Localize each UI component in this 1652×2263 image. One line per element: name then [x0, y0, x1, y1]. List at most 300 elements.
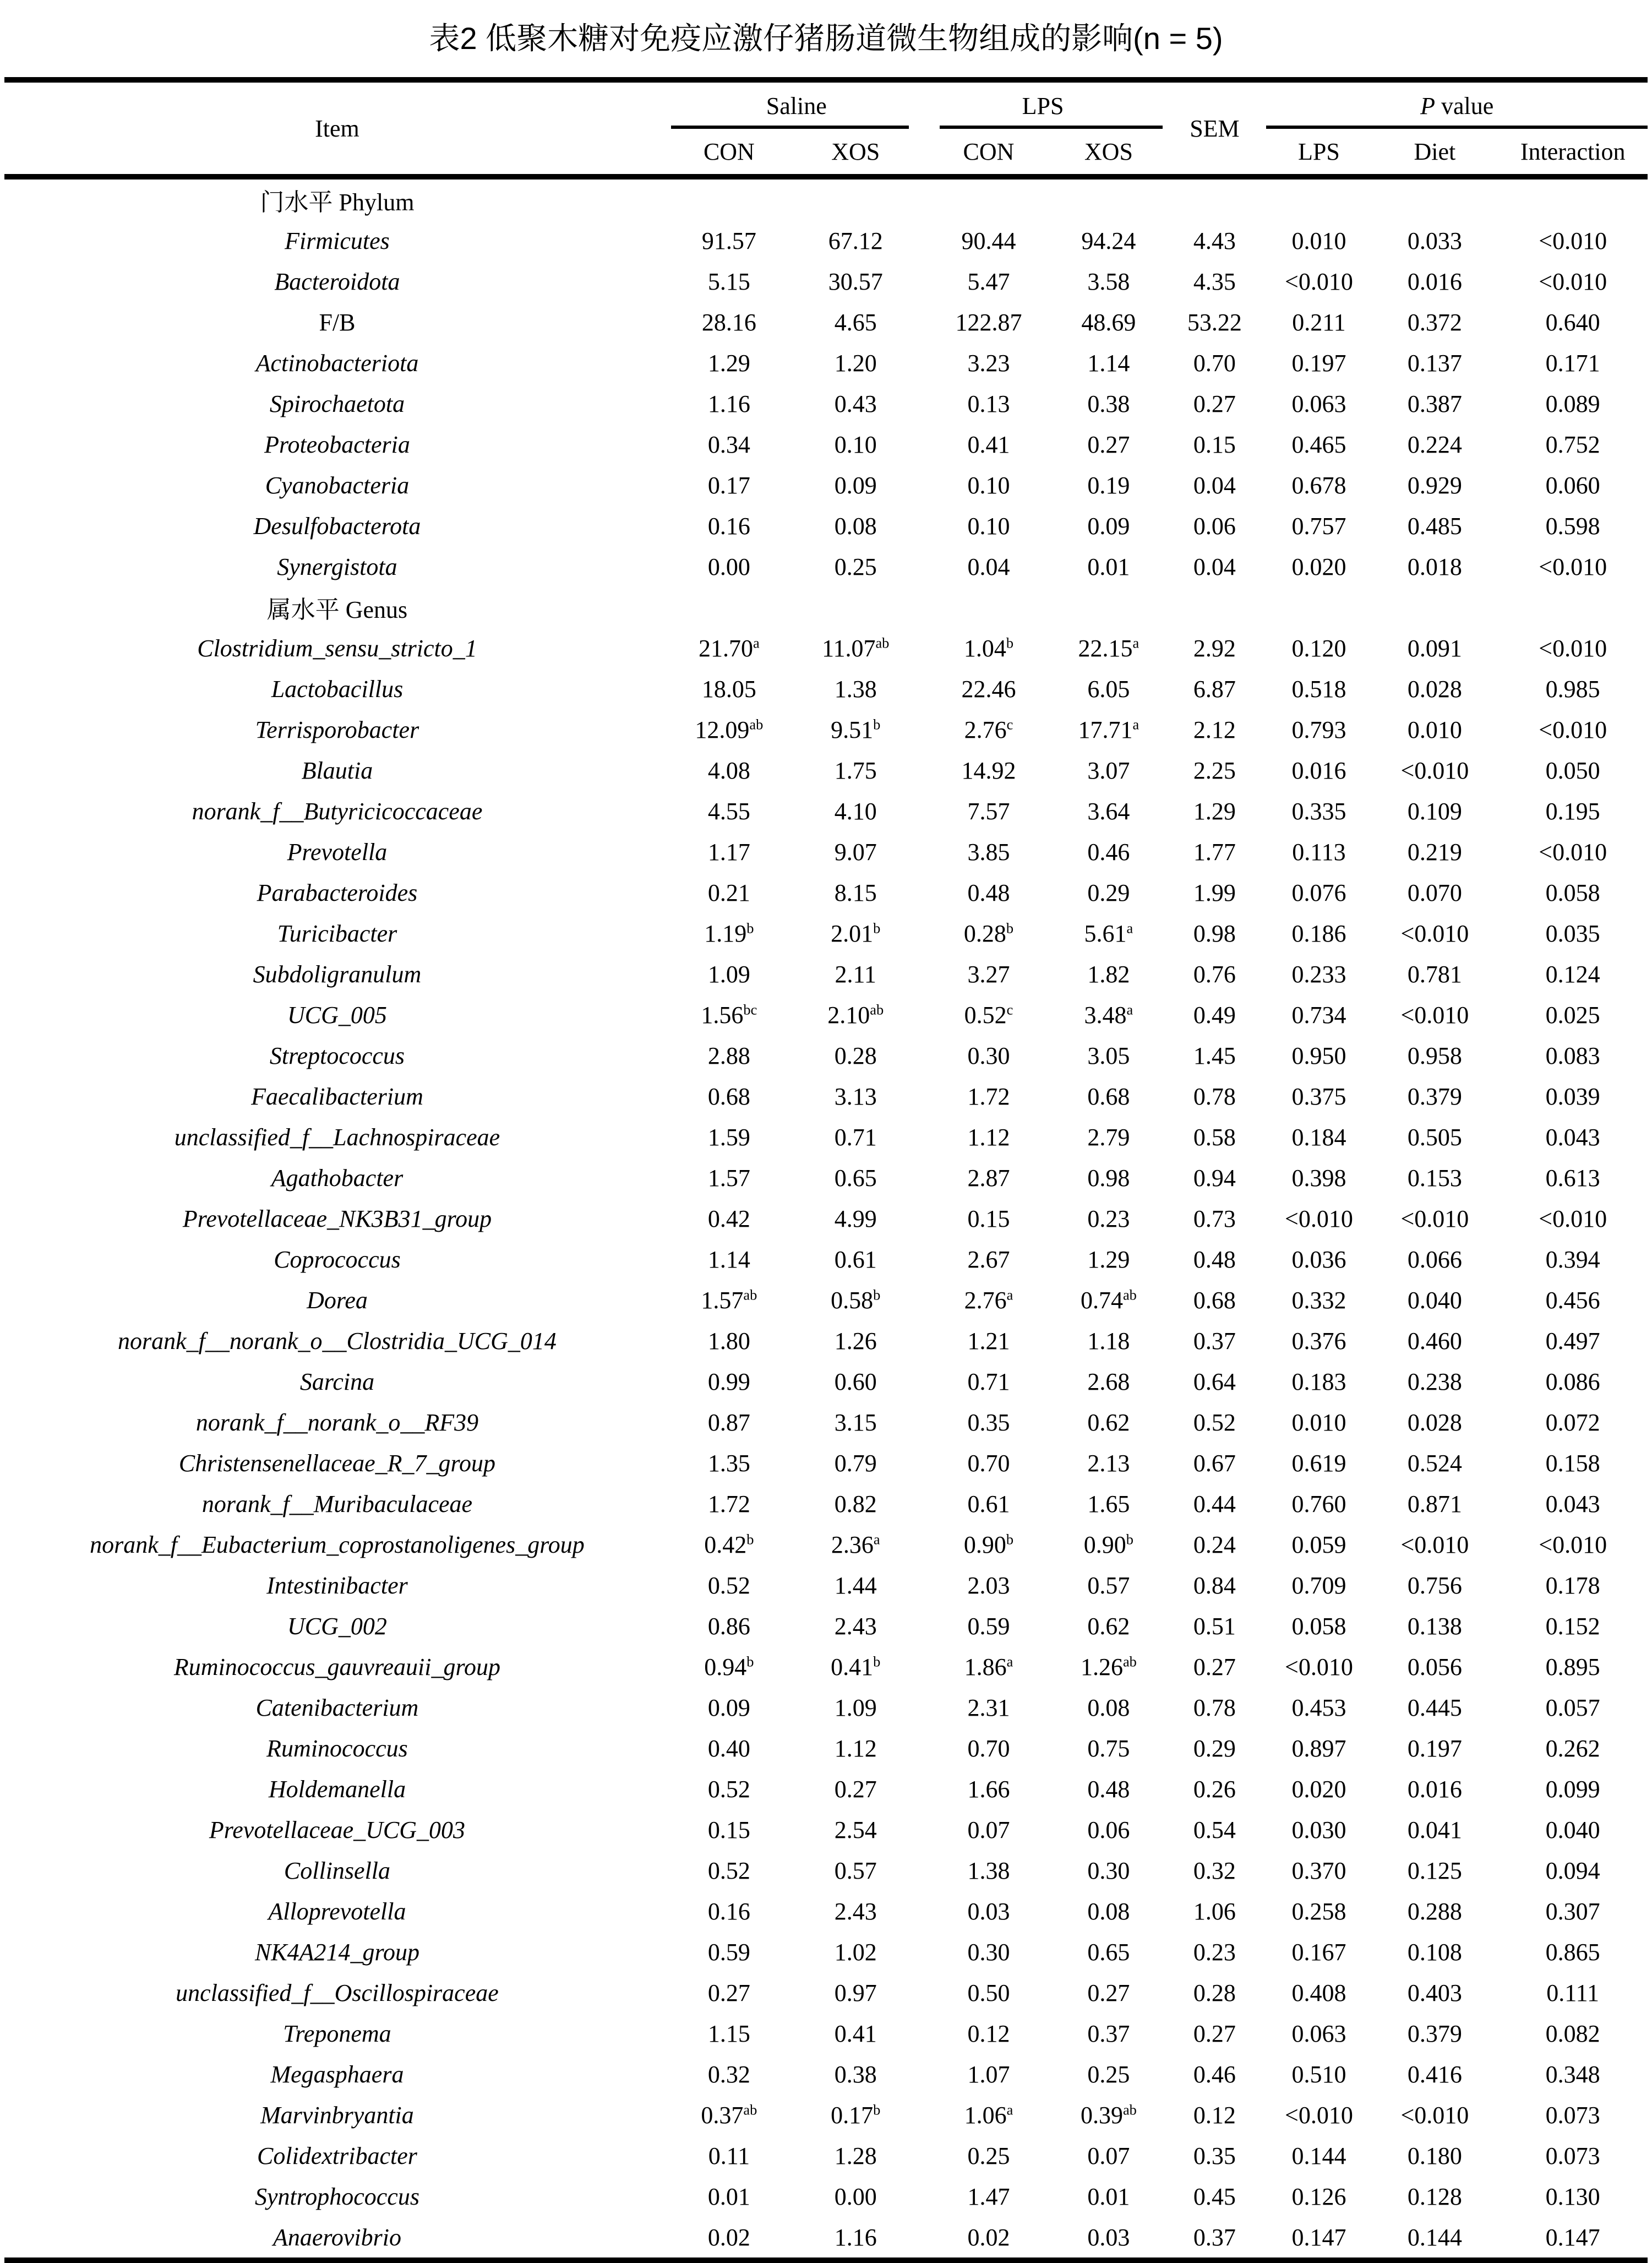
value-cell: 18.05	[701, 675, 756, 703]
value-cell: 0.010	[1407, 716, 1462, 743]
value-cell: 0.98	[1193, 920, 1236, 947]
table-row	[4, 2095, 1648, 2135]
value-cell: 1.29	[1193, 797, 1236, 825]
value-cell: 0.23	[1087, 1205, 1130, 1232]
value-cell: 0.57	[1087, 1571, 1130, 1599]
value-cell: 0.144	[1407, 2223, 1462, 2251]
value-cell: 0.01	[1087, 553, 1130, 580]
value-cell: 0.27	[1087, 1979, 1130, 2006]
value-cell: 0.09	[1087, 512, 1130, 540]
table-row	[4, 831, 1648, 872]
value-cell: 0.066	[1407, 1245, 1462, 1273]
value-cell: 48.69	[1081, 308, 1136, 336]
table-row	[4, 1198, 1648, 1239]
value-cell: 0.08	[1087, 1897, 1130, 1925]
value-cell: 0.78	[1193, 1694, 1236, 1721]
item-cell: Firmicutes	[285, 227, 390, 254]
header-row-groups	[4, 80, 1648, 129]
item-cell: Terrisporobacter	[255, 716, 419, 743]
table-row	[4, 220, 1648, 261]
value-cell: 0.19	[1087, 471, 1130, 499]
value-cell: 1.21	[967, 1327, 1010, 1354]
value-cell: 0.958	[1407, 1042, 1462, 1069]
item-cell: unclassified_f__Oscillospiraceae	[176, 1979, 499, 2006]
value-cell: 0.781	[1407, 960, 1462, 988]
item-cell: Intestinibacter	[266, 1571, 408, 1599]
table-row	[4, 383, 1648, 424]
table-row	[4, 1402, 1648, 1443]
value-cell: 0.238	[1407, 1368, 1462, 1395]
value-cell: 0.48	[967, 879, 1010, 906]
value-cell: 0.183	[1291, 1368, 1346, 1395]
value-cell: 0.15	[967, 1205, 1010, 1232]
value-cell: <0.010	[1285, 268, 1353, 295]
table-row	[4, 994, 1648, 1035]
value-cell: 1.16	[707, 390, 750, 417]
value-cell: 0.505	[1407, 1123, 1462, 1151]
value-cell: 0.90$^b$	[963, 1530, 1014, 1558]
value-cell: 1.35	[707, 1449, 750, 1477]
table-row	[4, 872, 1648, 913]
value-cell: 0.184	[1291, 1123, 1346, 1151]
value-cell: 0.072	[1545, 1408, 1600, 1436]
value-cell: 0.043	[1545, 1490, 1600, 1517]
table-row	[4, 1809, 1648, 1850]
value-cell: 0.00	[834, 2183, 877, 2210]
value-cell: 0.62	[1087, 1612, 1130, 1640]
value-cell: 4.99	[834, 1205, 877, 1232]
value-cell: 0.10	[967, 471, 1010, 499]
value-cell: 0.510	[1291, 2060, 1346, 2088]
col-group-saline	[670, 80, 923, 129]
value-cell: 0.30	[967, 1938, 1010, 1966]
value-cell: 0.124	[1545, 960, 1600, 988]
value-cell: 0.756	[1407, 1571, 1462, 1599]
col-header-item: Item	[315, 115, 359, 142]
value-cell: <0.010	[1400, 757, 1469, 784]
item-cell: norank_f__Muribaculaceae	[201, 1490, 473, 1517]
value-cell: 0.28	[1193, 1979, 1236, 2006]
value-cell: 0.258	[1291, 1897, 1346, 1925]
item-cell: Megasphaera	[270, 2060, 404, 2088]
value-cell: 4.08	[707, 757, 750, 784]
value-cell: <0.010	[1400, 1001, 1469, 1029]
value-cell	[923, 177, 1055, 220]
value-cell: 0.70	[967, 1449, 1010, 1477]
value-cell: 0.52	[707, 1857, 750, 1884]
value-cell: 5.47	[967, 268, 1010, 295]
value-cell: 0.040	[1407, 1286, 1462, 1314]
value-cell: 1.29	[707, 349, 750, 377]
table-row	[4, 342, 1648, 383]
value-cell: 2.54	[834, 1816, 877, 1843]
value-cell: 0.057	[1545, 1694, 1600, 1721]
value-cell: 4.35	[1193, 268, 1236, 295]
value-cell: 1.14	[1087, 349, 1130, 377]
value-cell: 0.372	[1407, 308, 1462, 336]
value-cell: 0.29	[1193, 1734, 1236, 1762]
section-label-cell: 门水平 Phylum	[260, 189, 415, 216]
table-row	[4, 424, 1648, 465]
value-cell: 0.59	[967, 1612, 1010, 1640]
item-cell: Anaerovibrio	[272, 2223, 401, 2251]
saline-group-label: Saline	[766, 92, 827, 119]
value-cell: 2.25	[1193, 757, 1236, 784]
value-cell: 0.865	[1545, 1938, 1600, 1966]
value-cell: 0.485	[1407, 512, 1462, 540]
table-row	[4, 1687, 1648, 1728]
value-cell: 0.75	[1087, 1734, 1130, 1762]
value-cell: 0.332	[1291, 1286, 1346, 1314]
value-cell: 1.72	[967, 1082, 1010, 1110]
value-cell: 1.26$^{ab}$	[1080, 1652, 1137, 1680]
value-cell: 0.32	[707, 2060, 750, 2088]
value-cell: 0.08	[834, 512, 877, 540]
item-cell: Sarcina	[299, 1368, 375, 1395]
value-cell: 0.041	[1407, 1816, 1462, 1843]
value-cell: 0.082	[1545, 2020, 1600, 2047]
value-cell: 1.66	[967, 1775, 1010, 1803]
value-cell: 0.076	[1291, 879, 1346, 906]
value-cell: 0.12	[967, 2020, 1010, 2047]
value-cell: 2.67	[967, 1245, 1010, 1273]
table-row	[4, 709, 1648, 750]
value-cell: 0.398	[1291, 1164, 1346, 1192]
value-cell: 0.86	[707, 1612, 750, 1640]
value-cell: 0.35	[1193, 2142, 1236, 2169]
value-cell: 0.016	[1407, 1775, 1462, 1803]
value-cell: 0.288	[1407, 1897, 1462, 1925]
value-cell: 0.28	[834, 1042, 877, 1069]
value-cell: 1.09	[834, 1694, 877, 1721]
value-cell: 0.27	[834, 1775, 877, 1803]
value-cell: 1.15	[707, 2020, 750, 2047]
value-cell: 22.15$^a$	[1078, 634, 1140, 662]
value-cell: 0.167	[1291, 1938, 1346, 1966]
value-cell: 0.52	[707, 1571, 750, 1599]
item-cell: Christensenellaceae_R_7_group	[178, 1449, 496, 1477]
value-cell: 1.47	[967, 2183, 1010, 2210]
value-cell: 0.083	[1545, 1042, 1600, 1069]
value-cell: <0.010	[1539, 838, 1607, 866]
item-cell: Desulfobacterota	[253, 512, 421, 540]
value-cell: 0.16	[707, 1897, 750, 1925]
item-cell: Treponema	[283, 2020, 391, 2047]
value-cell: 1.17	[707, 838, 750, 866]
value-cell: 0.09	[834, 471, 877, 499]
microbiota-table	[4, 77, 1648, 2263]
value-cell: 1.86$^a$	[964, 1652, 1013, 1680]
value-cell: 0.65	[1087, 1938, 1130, 1966]
value-cell: 0.871	[1407, 1490, 1462, 1517]
value-cell: 0.79	[834, 1449, 877, 1477]
value-cell: 0.29	[1087, 879, 1130, 906]
value-cell: 0.035	[1545, 920, 1600, 947]
value-cell: 0.043	[1545, 1123, 1600, 1151]
value-cell: 1.44	[834, 1571, 877, 1599]
value-cell: 0.70	[967, 1734, 1010, 1762]
value-cell: 0.48	[1087, 1775, 1130, 1803]
item-cell: Parabacteroides	[257, 879, 418, 906]
value-cell: 0.058	[1291, 1612, 1346, 1640]
value-cell: 0.46	[1087, 838, 1130, 866]
value-cell: 0.186	[1291, 920, 1346, 947]
value-cell: <0.010	[1539, 1205, 1607, 1232]
item-cell: Streptococcus	[269, 1042, 405, 1069]
value-cell: 0.335	[1291, 797, 1346, 825]
value-cell: 1.04$^b$	[963, 634, 1014, 662]
value-cell: 0.379	[1407, 1082, 1462, 1110]
value-cell: 3.58	[1087, 268, 1130, 295]
value-cell: 1.12	[834, 1734, 877, 1762]
value-cell: 0.58$^b$	[831, 1286, 881, 1314]
value-cell: 2.92	[1193, 634, 1236, 662]
value-cell: 0.348	[1545, 2060, 1600, 2088]
value-cell: 1.02	[834, 1938, 877, 1966]
value-cell: 1.14	[707, 1245, 750, 1273]
value-cell: 0.126	[1291, 2183, 1346, 2210]
value-cell: 2.12	[1193, 716, 1236, 743]
value-cell	[923, 587, 1055, 628]
value-cell: 0.94$^b$	[704, 1652, 754, 1680]
value-cell: 0.094	[1545, 1857, 1600, 1884]
col-header-lps-xos: XOS	[1084, 138, 1133, 165]
value-cell: 0.108	[1407, 1938, 1462, 1966]
table-row	[4, 1157, 1648, 1198]
value-cell: 0.033	[1407, 227, 1462, 254]
value-cell	[1266, 177, 1371, 220]
item-cell: Catenibacterium	[255, 1694, 419, 1721]
value-cell	[788, 587, 923, 628]
value-cell: 3.13	[834, 1082, 877, 1110]
table-row	[4, 1769, 1648, 1809]
value-cell: 0.897	[1291, 1734, 1346, 1762]
value-cell: 0.71	[967, 1368, 1010, 1395]
value-cell: 0.98	[1087, 1164, 1130, 1192]
table-body	[4, 177, 1648, 2261]
value-cell: 0.598	[1545, 512, 1600, 540]
table-row	[4, 1076, 1648, 1117]
value-cell: 0.44	[1193, 1490, 1236, 1517]
value-cell: 0.950	[1291, 1042, 1346, 1069]
value-cell: 0.147	[1545, 2223, 1600, 2251]
value-cell: 2.01$^b$	[831, 919, 881, 947]
item-cell: norank_f__Eubacterium_coprostanoligenes_group	[90, 1531, 585, 1558]
value-cell: 2.36$^a$	[831, 1530, 880, 1558]
value-cell: 0.153	[1407, 1164, 1462, 1192]
col-header-saline-con: CON	[703, 138, 755, 165]
table-row	[4, 913, 1648, 954]
value-cell	[1163, 177, 1266, 220]
value-cell: 0.793	[1291, 716, 1346, 743]
value-cell: 2.68	[1087, 1368, 1130, 1395]
section-row	[4, 177, 1648, 220]
value-cell: 94.24	[1081, 227, 1136, 254]
value-cell: 0.760	[1291, 1490, 1346, 1517]
value-cell: 0.640	[1545, 308, 1600, 336]
value-cell: 0.028	[1407, 1408, 1462, 1436]
value-cell: 0.87	[707, 1408, 750, 1436]
value-cell: 0.02	[967, 2223, 1010, 2251]
value-cell: 0.30	[1087, 1857, 1130, 1884]
value-cell: 0.147	[1291, 2223, 1346, 2251]
table-row	[4, 1565, 1648, 1606]
value-cell: 0.07	[1087, 2142, 1130, 2169]
value-cell: 0.59	[707, 1938, 750, 1966]
value-cell: 0.35	[967, 1408, 1010, 1436]
value-cell: 91.57	[701, 227, 756, 254]
value-cell: 4.10	[834, 797, 877, 825]
value-cell: 2.76$^a$	[964, 1286, 1013, 1314]
value-cell: <0.010	[1285, 1205, 1353, 1232]
value-cell: 0.65	[834, 1164, 877, 1192]
value-cell: 0.219	[1407, 838, 1462, 866]
table-row	[4, 2217, 1648, 2261]
value-cell: <0.010	[1400, 2101, 1469, 2129]
value-cell: 0.62	[1087, 1408, 1130, 1436]
value-cell: 0.010	[1291, 1408, 1346, 1436]
item-cell: Turicibacter	[277, 920, 397, 947]
value-cell: 0.018	[1407, 553, 1462, 580]
value-cell: 0.84	[1193, 1571, 1236, 1599]
value-cell: 0.524	[1407, 1449, 1462, 1477]
value-cell: 1.80	[707, 1327, 750, 1354]
table-row	[4, 1117, 1648, 1157]
value-cell: 14.92	[961, 757, 1016, 784]
value-cell: 0.24	[1193, 1531, 1236, 1558]
value-cell: 0.180	[1407, 2142, 1462, 2169]
value-cell: 0.224	[1407, 431, 1462, 458]
value-cell: 0.10	[967, 512, 1010, 540]
value-cell: 0.197	[1407, 1734, 1462, 1762]
col-header-lps-con: CON	[963, 138, 1015, 165]
value-cell: 1.16	[834, 2223, 877, 2251]
value-cell: <0.010	[1539, 268, 1607, 295]
value-cell: <0.010	[1400, 1205, 1469, 1232]
value-cell: 0.059	[1291, 1531, 1346, 1558]
col-group-pvalue	[1266, 80, 1648, 129]
table-row	[4, 2176, 1648, 2217]
table-row	[4, 1850, 1648, 1891]
value-cell: 0.307	[1545, 1897, 1600, 1925]
value-cell: 0.058	[1545, 879, 1600, 906]
item-cell: Agathobacter	[271, 1164, 404, 1192]
value-cell: 0.039	[1545, 1082, 1600, 1110]
table-row	[4, 628, 1648, 668]
item-cell: Faecalibacterium	[251, 1082, 423, 1110]
value-cell: 2.87	[967, 1164, 1010, 1192]
item-cell: norank_f__norank_o__Clostridia_UCG_014	[118, 1327, 557, 1354]
value-cell: 0.063	[1291, 2020, 1346, 2047]
value-cell: 0.68	[707, 1082, 750, 1110]
table-row	[4, 1646, 1648, 1687]
value-cell: 1.77	[1193, 838, 1236, 866]
table-row	[4, 1728, 1648, 1769]
value-cell: 0.895	[1545, 1653, 1600, 1680]
value-cell: 1.09	[707, 960, 750, 988]
value-cell: 1.57	[707, 1164, 750, 1192]
value-cell: 0.445	[1407, 1694, 1462, 1721]
value-cell: 0.97	[834, 1979, 877, 2006]
value-cell: 0.43	[834, 390, 877, 417]
value-cell: 1.06$^a$	[964, 2101, 1013, 2129]
table-row	[4, 1932, 1648, 1972]
value-cell: 0.76	[1193, 960, 1236, 988]
value-cell: 0.34	[707, 431, 750, 458]
value-cell: 0.010	[1291, 227, 1346, 254]
value-cell: 0.27	[1193, 2020, 1236, 2047]
value-cell: 0.619	[1291, 1449, 1346, 1477]
item-cell: Bacteroidota	[274, 268, 400, 295]
value-cell: 9.07	[834, 838, 877, 866]
value-cell: 0.64	[1193, 1368, 1236, 1395]
col-header-p-diet: Diet	[1414, 138, 1456, 165]
value-cell: 2.13	[1087, 1449, 1130, 1477]
value-cell: 0.37$^{ab}$	[701, 2101, 757, 2129]
item-cell: Clostridium_sensu_stricto_1	[197, 634, 477, 662]
value-cell: 1.07	[967, 2060, 1010, 2088]
value-cell: 0.028	[1407, 675, 1462, 703]
table-row	[4, 954, 1648, 994]
value-cell: 1.26	[834, 1327, 877, 1354]
value-cell: 0.21	[707, 879, 750, 906]
item-cell: Proteobacteria	[264, 431, 410, 458]
col-header-p-lps: LPS	[1298, 138, 1340, 165]
value-cell: 0.262	[1545, 1734, 1600, 1762]
value-cell: 0.61	[834, 1245, 877, 1273]
value-cell: 8.15	[834, 879, 877, 906]
value-cell: 0.050	[1545, 757, 1600, 784]
table-row	[4, 1606, 1648, 1646]
value-cell: 1.72	[707, 1490, 750, 1517]
item-cell: Coprococcus	[274, 1245, 401, 1273]
value-cell: 1.99	[1193, 879, 1236, 906]
item-cell: Lactobacillus	[271, 675, 404, 703]
item-cell: Spirochaetota	[269, 390, 405, 417]
value-cell: 1.82	[1087, 960, 1130, 988]
value-cell: 1.75	[834, 757, 877, 784]
value-cell: 6.05	[1087, 675, 1130, 703]
value-cell: 0.171	[1545, 349, 1600, 377]
value-cell: 0.26	[1193, 1775, 1236, 1803]
value-cell: 0.25	[1087, 2060, 1130, 2088]
value-cell: 0.497	[1545, 1327, 1600, 1354]
item-cell: Prevotellaceae_UCG_003	[209, 1816, 466, 1843]
value-cell: 12.09$^{ab}$	[695, 715, 764, 743]
value-cell: 0.23	[1193, 1938, 1236, 1966]
value-cell: 0.74$^{ab}$	[1080, 1286, 1137, 1314]
value-cell: 0.73	[1193, 1205, 1236, 1232]
value-cell: 1.38	[967, 1857, 1010, 1884]
item-cell: UCG_002	[287, 1612, 387, 1640]
value-cell: 0.120	[1291, 634, 1346, 662]
table-row	[4, 546, 1648, 587]
value-cell: 90.44	[961, 227, 1016, 254]
value-cell: 0.678	[1291, 471, 1346, 499]
value-cell: 0.37	[1193, 1327, 1236, 1354]
value-cell: 0.233	[1291, 960, 1346, 988]
value-cell: 53.22	[1187, 308, 1242, 336]
saline-spanner-rule	[671, 126, 909, 129]
value-cell	[670, 177, 788, 220]
value-cell: 0.90$^b$	[1083, 1530, 1133, 1558]
value-cell: 0.49	[1193, 1001, 1236, 1029]
value-cell: 7.57	[967, 797, 1010, 825]
table-row	[4, 750, 1648, 791]
value-cell: 4.65	[834, 308, 877, 336]
value-cell: 0.403	[1407, 1979, 1462, 2006]
table-row	[4, 505, 1648, 546]
